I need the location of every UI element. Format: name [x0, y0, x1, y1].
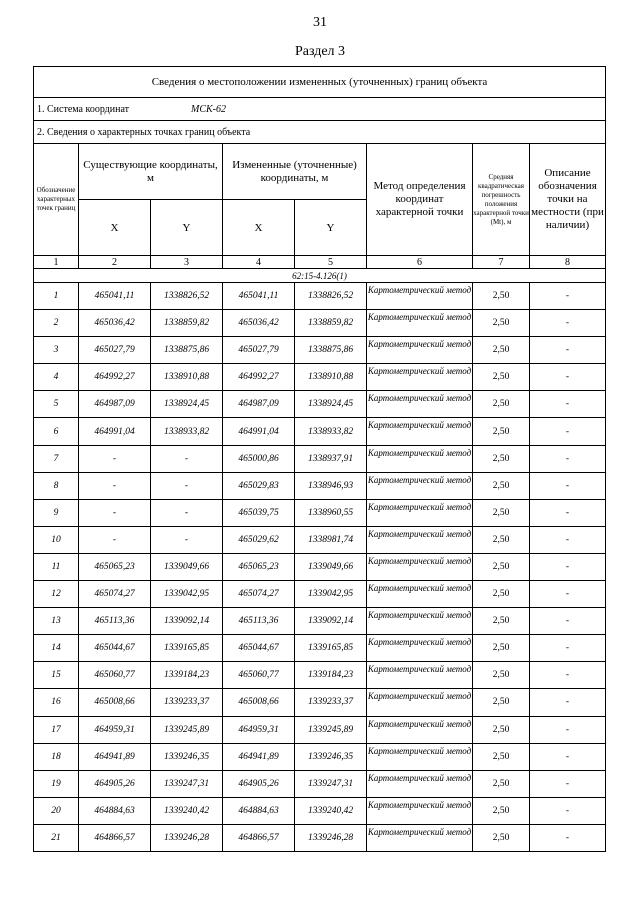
changed-x: 465044,67	[223, 635, 295, 662]
table-row	[34, 716, 606, 743]
method: Картометрический метод	[367, 472, 473, 499]
existing-x: 465036,42	[79, 310, 151, 337]
existing-x: 465074,27	[79, 581, 151, 608]
accuracy: 2,50	[473, 770, 530, 797]
point-number: 13	[34, 608, 79, 635]
column-number: 2	[79, 256, 151, 269]
points-label: 2. Сведения о характерных точках границ объекта	[34, 121, 606, 144]
existing-y: -	[151, 499, 223, 526]
existing-y: 1338826,52	[151, 283, 223, 310]
column-number: 3	[151, 256, 223, 269]
existing-y: 1339240,42	[151, 797, 223, 824]
existing-y: 1339165,85	[151, 635, 223, 662]
changed-y: 1339184,23	[295, 662, 367, 689]
existing-x: 465060,77	[79, 662, 151, 689]
existing-x: -	[79, 445, 151, 472]
description: -	[530, 445, 606, 472]
column-number: 8	[530, 256, 606, 269]
changed-x: 465113,36	[223, 608, 295, 635]
column-number: 5	[295, 256, 367, 269]
description: -	[530, 472, 606, 499]
header-accuracy: Средняя квадратическая погрешность положения характерной точки (Mt), м	[473, 144, 530, 256]
existing-y: 1339092,14	[151, 608, 223, 635]
description: -	[530, 391, 606, 418]
changed-y: 1338826,52	[295, 283, 367, 310]
method: Картометрический метод	[367, 716, 473, 743]
table-row	[34, 824, 606, 851]
method: Картометрический метод	[367, 662, 473, 689]
point-number: 3	[34, 337, 79, 364]
existing-x: 465027,79	[79, 337, 151, 364]
point-number: 8	[34, 472, 79, 499]
point-number: 4	[34, 364, 79, 391]
point-number: 16	[34, 689, 79, 716]
table-row	[34, 797, 606, 824]
existing-x: 464991,04	[79, 418, 151, 445]
header-existing-y: Y	[151, 200, 223, 256]
changed-x: 465041,11	[223, 283, 295, 310]
existing-x: -	[79, 499, 151, 526]
column-number: 1	[34, 256, 79, 269]
changed-y: 1339233,37	[295, 689, 367, 716]
existing-y: 1339247,31	[151, 770, 223, 797]
changed-y: 1339240,42	[295, 797, 367, 824]
changed-y: 1339246,35	[295, 743, 367, 770]
existing-x: 465113,36	[79, 608, 151, 635]
description: -	[530, 499, 606, 526]
accuracy: 2,50	[473, 608, 530, 635]
changed-y: 1338910,88	[295, 364, 367, 391]
existing-y: 1339246,28	[151, 824, 223, 851]
table-row	[34, 662, 606, 689]
accuracy: 2,50	[473, 310, 530, 337]
changed-x: 465036,42	[223, 310, 295, 337]
table-row	[34, 499, 606, 526]
section-title: Раздел 3	[294, 44, 346, 59]
table-row	[34, 608, 606, 635]
description: -	[530, 310, 606, 337]
table-row	[34, 770, 606, 797]
method: Картометрический метод	[367, 364, 473, 391]
existing-y: 1338933,82	[151, 418, 223, 445]
changed-y: 1339092,14	[295, 608, 367, 635]
header-changed-x: X	[223, 200, 295, 256]
page-number: 31	[313, 15, 327, 30]
accuracy: 2,50	[473, 635, 530, 662]
description: -	[530, 364, 606, 391]
accuracy: 2,50	[473, 797, 530, 824]
changed-y: 1338960,55	[295, 499, 367, 526]
header-designation: Обозначение характерных точек границ	[34, 144, 79, 256]
changed-y: 1338924,45	[295, 391, 367, 418]
accuracy: 2,50	[473, 499, 530, 526]
method: Картометрический метод	[367, 743, 473, 770]
header-method: Метод определения координат характерной точки	[367, 144, 473, 256]
column-numbers-row	[34, 256, 606, 269]
existing-x: 465065,23	[79, 553, 151, 580]
accuracy: 2,50	[473, 689, 530, 716]
point-number: 14	[34, 635, 79, 662]
existing-x: 465044,67	[79, 635, 151, 662]
table-row	[34, 283, 606, 310]
accuracy: 2,50	[473, 716, 530, 743]
table-row	[34, 472, 606, 499]
table-row	[34, 364, 606, 391]
point-number: 20	[34, 797, 79, 824]
description: -	[530, 553, 606, 580]
existing-x: 464941,89	[79, 743, 151, 770]
point-number: 15	[34, 662, 79, 689]
accuracy: 2,50	[473, 445, 530, 472]
accuracy: 2,50	[473, 743, 530, 770]
existing-x: 465008,66	[79, 689, 151, 716]
description: -	[530, 635, 606, 662]
description: -	[530, 689, 606, 716]
accuracy: 2,50	[473, 472, 530, 499]
changed-y: 1339245,89	[295, 716, 367, 743]
table-row	[34, 391, 606, 418]
existing-y: 1339233,37	[151, 689, 223, 716]
header-existing-x: X	[79, 200, 151, 256]
changed-x: 465029,83	[223, 472, 295, 499]
changed-x: 464866,57	[223, 824, 295, 851]
point-number: 19	[34, 770, 79, 797]
accuracy: 2,50	[473, 581, 530, 608]
table-row	[34, 581, 606, 608]
changed-x: 464959,31	[223, 716, 295, 743]
accuracy: 2,50	[473, 662, 530, 689]
accuracy: 2,50	[473, 337, 530, 364]
changed-x: 465074,27	[223, 581, 295, 608]
point-number: 17	[34, 716, 79, 743]
table-row	[34, 337, 606, 364]
table-row	[34, 445, 606, 472]
existing-x: 464992,27	[79, 364, 151, 391]
changed-x: 465060,77	[223, 662, 295, 689]
existing-y: 1339245,89	[151, 716, 223, 743]
changed-y: 1338937,91	[295, 445, 367, 472]
point-number: 10	[34, 526, 79, 553]
method: Картометрический метод	[367, 797, 473, 824]
accuracy: 2,50	[473, 526, 530, 553]
accuracy: 2,50	[473, 283, 530, 310]
changed-y: 1338933,82	[295, 418, 367, 445]
existing-x: 465041,11	[79, 283, 151, 310]
method: Картометрический метод	[367, 283, 473, 310]
description: -	[530, 770, 606, 797]
coord-system-label: 1. Система координат	[37, 103, 130, 115]
description: -	[530, 608, 606, 635]
table-row	[34, 553, 606, 580]
column-number: 6	[367, 256, 473, 269]
existing-x: -	[79, 472, 151, 499]
changed-x: 465000,86	[223, 445, 295, 472]
existing-y: 1339246,35	[151, 743, 223, 770]
method: Картометрический метод	[367, 581, 473, 608]
table-row	[34, 743, 606, 770]
point-number: 5	[34, 391, 79, 418]
point-number: 6	[34, 418, 79, 445]
description: -	[530, 662, 606, 689]
accuracy: 2,50	[473, 553, 530, 580]
existing-y: -	[151, 472, 223, 499]
method: Картометрический метод	[367, 770, 473, 797]
table-row	[34, 310, 606, 337]
changed-x: 464992,27	[223, 364, 295, 391]
description: -	[530, 743, 606, 770]
existing-x: 464884,63	[79, 797, 151, 824]
method: Картометрический метод	[367, 689, 473, 716]
existing-y: 1339049,66	[151, 553, 223, 580]
point-number: 2	[34, 310, 79, 337]
description: -	[530, 824, 606, 851]
existing-x: -	[79, 526, 151, 553]
existing-x: 464959,31	[79, 716, 151, 743]
description: -	[530, 418, 606, 445]
table-row	[34, 635, 606, 662]
existing-y: 1338910,88	[151, 364, 223, 391]
method: Картометрический метод	[367, 337, 473, 364]
header-changed: Измененные (уточненные) координаты, м	[223, 144, 367, 200]
coord-system-row	[34, 98, 606, 121]
changed-x: 465039,75	[223, 499, 295, 526]
changed-x: 464884,63	[223, 797, 295, 824]
method: Картометрический метод	[367, 553, 473, 580]
boundary-points-table	[33, 66, 606, 852]
existing-x: 464987,09	[79, 391, 151, 418]
existing-y: 1339042,95	[151, 581, 223, 608]
method: Картометрический метод	[367, 445, 473, 472]
existing-y: 1338859,82	[151, 310, 223, 337]
method: Картометрический метод	[367, 418, 473, 445]
header-existing: Существующие координаты, м	[79, 144, 223, 200]
accuracy: 2,50	[473, 824, 530, 851]
changed-x: 464991,04	[223, 418, 295, 445]
method: Картометрический метод	[367, 499, 473, 526]
changed-y: 1339042,95	[295, 581, 367, 608]
changed-y: 1339165,85	[295, 635, 367, 662]
changed-x: 465027,79	[223, 337, 295, 364]
changed-y: 1338981,74	[295, 526, 367, 553]
changed-x: 464987,09	[223, 391, 295, 418]
method: Картометрический метод	[367, 635, 473, 662]
method: Картометрический метод	[367, 310, 473, 337]
changed-x: 465008,66	[223, 689, 295, 716]
changed-y: 1338859,82	[295, 310, 367, 337]
description: -	[530, 797, 606, 824]
existing-y: -	[151, 526, 223, 553]
column-number: 7	[473, 256, 530, 269]
accuracy: 2,50	[473, 364, 530, 391]
changed-x: 465029,62	[223, 526, 295, 553]
method: Картометрический метод	[367, 608, 473, 635]
parcel-id: 62:15-4.126(1)	[34, 269, 606, 283]
point-number: 11	[34, 553, 79, 580]
description: -	[530, 283, 606, 310]
changed-x: 464905,26	[223, 770, 295, 797]
table-row	[34, 689, 606, 716]
point-number: 1	[34, 283, 79, 310]
point-number: 18	[34, 743, 79, 770]
existing-y: 1338924,45	[151, 391, 223, 418]
existing-x: 464866,57	[79, 824, 151, 851]
table-title: Сведения о местоположении измененных (уточненных) границ объекта	[34, 67, 606, 98]
description: -	[530, 716, 606, 743]
accuracy: 2,50	[473, 391, 530, 418]
changed-y: 1339049,66	[295, 553, 367, 580]
existing-x: 464905,26	[79, 770, 151, 797]
method: Картометрический метод	[367, 391, 473, 418]
changed-y: 1339246,28	[295, 824, 367, 851]
point-number: 12	[34, 581, 79, 608]
header-changed-y: Y	[295, 200, 367, 256]
accuracy: 2,50	[473, 418, 530, 445]
coord-system-value: МСК-62	[191, 103, 227, 115]
existing-y: 1338875,86	[151, 337, 223, 364]
existing-y: 1339184,23	[151, 662, 223, 689]
point-number: 9	[34, 499, 79, 526]
changed-x: 465065,23	[223, 553, 295, 580]
point-number: 21	[34, 824, 79, 851]
header-description: Описание обозначения точки на местности (при наличии)	[530, 144, 606, 256]
description: -	[530, 526, 606, 553]
table-row	[34, 418, 606, 445]
changed-y: 1338946,93	[295, 472, 367, 499]
changed-x: 464941,89	[223, 743, 295, 770]
table-row	[34, 526, 606, 553]
column-number: 4	[223, 256, 295, 269]
changed-y: 1339247,31	[295, 770, 367, 797]
method: Картометрический метод	[367, 824, 473, 851]
changed-y: 1338875,86	[295, 337, 367, 364]
method: Картометрический метод	[367, 526, 473, 553]
description: -	[530, 581, 606, 608]
existing-y: -	[151, 445, 223, 472]
point-number: 7	[34, 445, 79, 472]
description: -	[530, 337, 606, 364]
